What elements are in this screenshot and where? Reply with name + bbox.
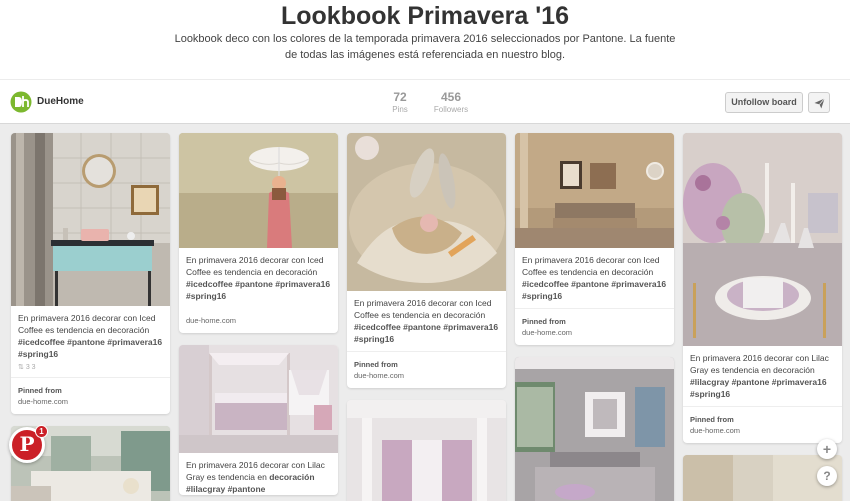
board-profile-bar [0, 79, 850, 124]
pinned-from-label: Pinned from [354, 360, 398, 369]
pin-image[interactable] [515, 133, 674, 248]
help-button[interactable] [817, 466, 837, 486]
pin-tags[interactable]: decoración #lilacgray #pantone [186, 472, 315, 494]
pinterest-icon: P [19, 432, 35, 456]
pin-tags[interactable]: #icedcoffee #pantone #primavera16 #spring16 [186, 279, 331, 301]
pin-card[interactable] [515, 133, 674, 345]
pins-label: Pins [392, 105, 408, 114]
pin-image[interactable] [347, 133, 506, 291]
followers-label: Followers [433, 105, 469, 114]
followers-stat[interactable] [432, 90, 470, 114]
followers-count: 456 [440, 90, 462, 104]
duehome-logo-icon[interactable] [10, 91, 32, 113]
pin-tags[interactable]: #icedcoffee #pantone #primavera16 #spring16 [18, 337, 163, 359]
pin-card[interactable] [683, 133, 842, 443]
pin-tags[interactable]: #icedcoffee #pantone #primavera16 #spring16 [354, 322, 499, 344]
pin-description-text: En primavera 2016 decorar con Lilac Gray es tendencia en [186, 460, 325, 482]
pin-source-domain[interactable]: due-home.com [186, 316, 237, 325]
pin-tags[interactable]: #icedcoffee #pantone #primavera16 #spring16 [522, 279, 667, 301]
pinned-from-label: Pinned from [18, 386, 62, 395]
send-icon [814, 98, 825, 109]
pin-source[interactable] [11, 377, 170, 414]
send-button[interactable] [808, 92, 830, 113]
pin-description [347, 291, 506, 345]
pins-stat[interactable] [386, 90, 414, 114]
pin-source-domain[interactable]: due-home.com [354, 371, 405, 380]
notification-badge[interactable]: 1 [35, 425, 48, 438]
pin-column [179, 133, 338, 501]
pins-count: 72 [393, 90, 407, 104]
pin-description [179, 453, 338, 495]
pinned-from-label: Pinned from [690, 415, 734, 424]
pin-card[interactable] [347, 133, 506, 388]
add-pin-button[interactable] [817, 439, 837, 459]
pin-tags[interactable]: #lilacgray #pantone #primavera16 #spring16 [690, 377, 827, 399]
pin-image[interactable] [179, 133, 338, 248]
pin-description-text: En primavera 2016 decorar con Lilac Gray es tendencia en decoración [690, 353, 829, 375]
board-description: Lookbook deco con los colores de la temporada primavera 2016 seleccionados por Pantone. La fuente de todas las imágenes está referenciada en nuestro blog. [174, 33, 676, 61]
pin-card[interactable] [347, 400, 506, 501]
plus-icon: + [822, 441, 832, 457]
pin-description-text: En primavera 2016 decorar con Iced Coffee es tendencia en decoración [522, 255, 660, 277]
pin-description-text: En primavera 2016 decorar con Iced Coffee es tendencia en decoración [186, 255, 324, 277]
pin-column [515, 133, 674, 501]
pinned-from-label: Pinned from [522, 317, 566, 326]
board-title: Lookbook Primavera '16 [280, 2, 569, 30]
pin-image[interactable] [683, 133, 842, 346]
pin-image[interactable] [347, 400, 506, 501]
pin-source[interactable] [683, 406, 842, 443]
pin-image[interactable] [179, 345, 338, 453]
pin-description-text: En primavera 2016 decorar con Iced Coffee es tendencia en decoración [18, 313, 156, 335]
unfollow-board-button[interactable]: Unfollow board [725, 92, 803, 113]
pin-source-domain[interactable]: due-home.com [18, 397, 69, 406]
pin-column [347, 133, 506, 501]
pin-source[interactable] [179, 308, 338, 333]
pin-source-domain[interactable]: due-home.com [522, 328, 573, 337]
pin-card[interactable] [179, 345, 338, 495]
repin-count: ⇅ 3 3 [18, 364, 36, 371]
pin-source[interactable] [347, 351, 506, 388]
pin-description-text: En primavera 2016 decorar con Iced Coffee es tendencia en decoración [354, 298, 492, 320]
profile-name[interactable]: DueHome [37, 96, 84, 107]
help-icon: ? [823, 469, 831, 483]
pin-image[interactable] [515, 357, 674, 501]
pin-card[interactable] [179, 133, 338, 333]
pin-description [179, 248, 338, 302]
pin-description [11, 306, 170, 360]
pin-description [515, 248, 674, 302]
pin-card[interactable] [11, 133, 170, 414]
pin-description [683, 346, 842, 400]
board-header [0, 0, 850, 79]
pin-source-domain[interactable]: due-home.com [690, 426, 741, 435]
repin-count-value: 3 3 [25, 364, 36, 371]
pin-image[interactable] [11, 133, 170, 306]
pin-card[interactable] [515, 357, 674, 501]
pin-source[interactable] [515, 308, 674, 345]
